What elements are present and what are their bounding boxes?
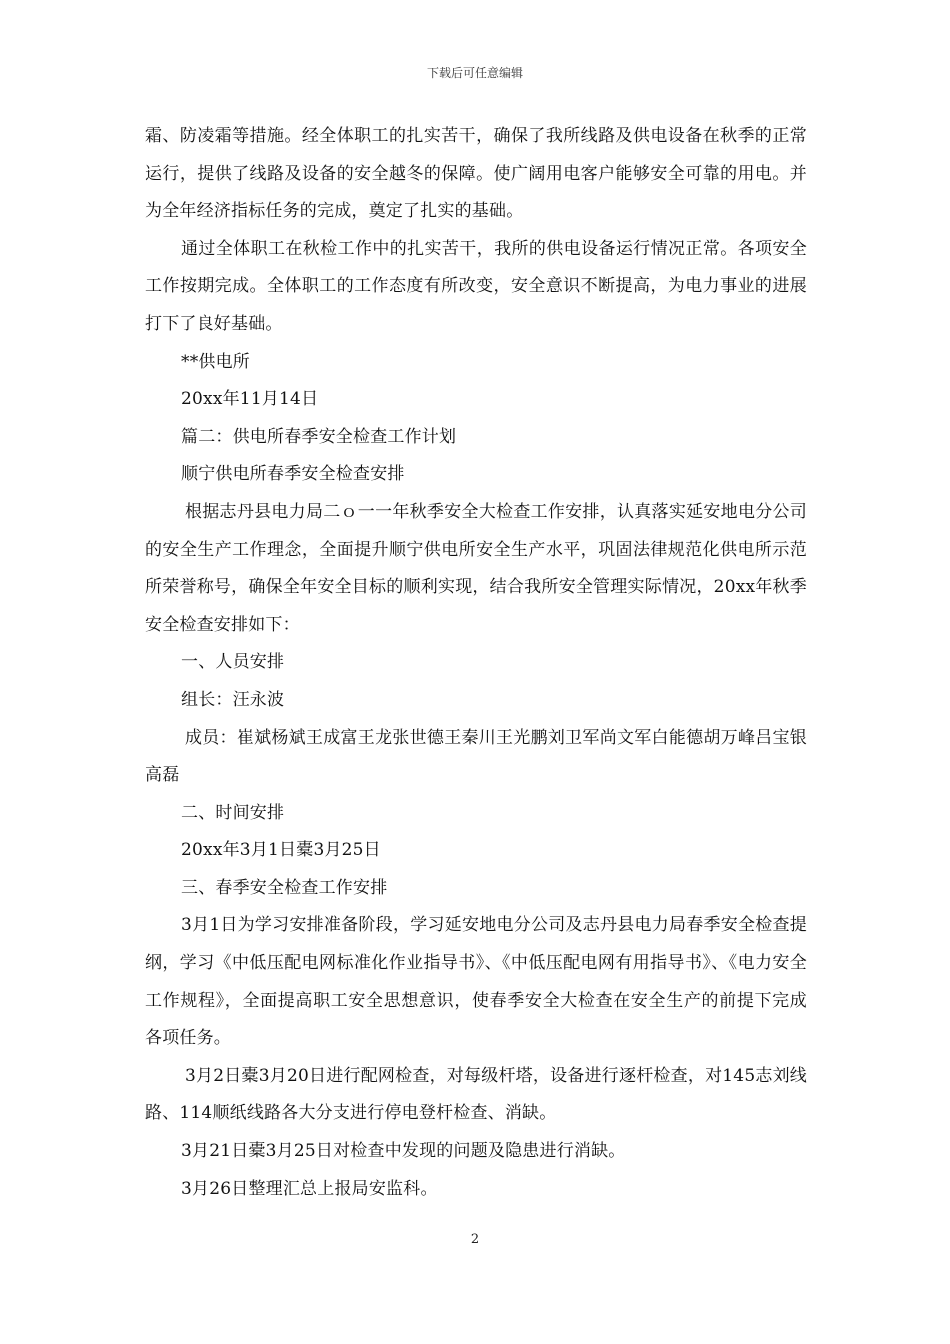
heading-personnel: 一、人员安排 bbox=[181, 652, 285, 673]
paragraph-report-phase: 3月26日整理汇总上报局安监科。 bbox=[181, 1178, 438, 1199]
document-subtitle: 顺宁供电所春季安全检查安排 bbox=[181, 464, 405, 485]
paragraph-intro: 根据志丹县电力局二ｏ一一年秋季安全大检查工作安排，认真落实延安地电分公司的安全生产工作理念，全面提升顺宁供电所安全生产水平，巩固法律规范化供电所示范所荣誉称号，确保全年安全目标的顺利实现，结合我所安全管理实际情况，20xx年秋季安全检查安排如下： bbox=[145, 501, 807, 635]
document-body bbox=[145, 118, 807, 1208]
paragraph-continuation: 霜、防凌霜等措施。经全体职工的扎实苦干，确保了我所线路及供电设备在秋季的正常运行，提供了线路及设备的安全越冬的保障。使广阔用电客户能够安全可靠的用电。并为全年经济指标任务的完成，奠定了扎实的基础。 bbox=[145, 126, 807, 222]
signature-date: 20xx年11月14日 bbox=[181, 389, 319, 410]
schedule-range: 20xx年3月1日橐3月25日 bbox=[181, 840, 381, 861]
heading-schedule: 二、时间安排 bbox=[181, 802, 285, 823]
paragraph-inspection-phase: 3月2日橐3月20日进行配网检查，对每级杆塔，设备进行逐杆检查，对145志刘线路、114顺纸线路各大分支进行停电登杆检查、消缺。 bbox=[145, 1065, 807, 1124]
page-number: 2 bbox=[470, 1232, 480, 1247]
team-leader: 组长：汪永波 bbox=[181, 689, 285, 710]
paragraph-fix-phase: 3月21日橐3月25日对检查中发现的问题及隐患进行消缺。 bbox=[181, 1141, 626, 1162]
paragraph-study-phase: 3月1日为学习安排准备阶段，学习延安地电分公司及志丹县电力局春季安全检查提纲，学习《中低压配电网标准化作业指导书》、《中低压配电网有用指导书》、《电力安全工作规程》，全面提高职工安全思想意识，使春季安全大检查在安全生产的前提下完成各项任务。 bbox=[145, 915, 807, 1049]
section-title: 篇二：供电所春季安全检查工作计划 bbox=[181, 426, 457, 447]
team-members: 成员：崔斌杨斌王成富王龙张世德王秦川王光鹏刘卫军尚文军白能德胡万峰吕宝银高磊 bbox=[145, 727, 807, 786]
paragraph-summary: 通过全体职工在秋检工作中的扎实苦干，我所的供电设备运行情况正常。各项安全工作按期完成。全体职工的工作态度有所改变，安全意识不断提高，为电力事业的进展打下了良好基础。 bbox=[145, 238, 807, 334]
signature-organization: **供电所 bbox=[181, 351, 250, 372]
heading-work-plan: 三、春季安全检查工作安排 bbox=[181, 877, 388, 898]
page-header: 下载后可任意编辑 bbox=[426, 66, 523, 80]
